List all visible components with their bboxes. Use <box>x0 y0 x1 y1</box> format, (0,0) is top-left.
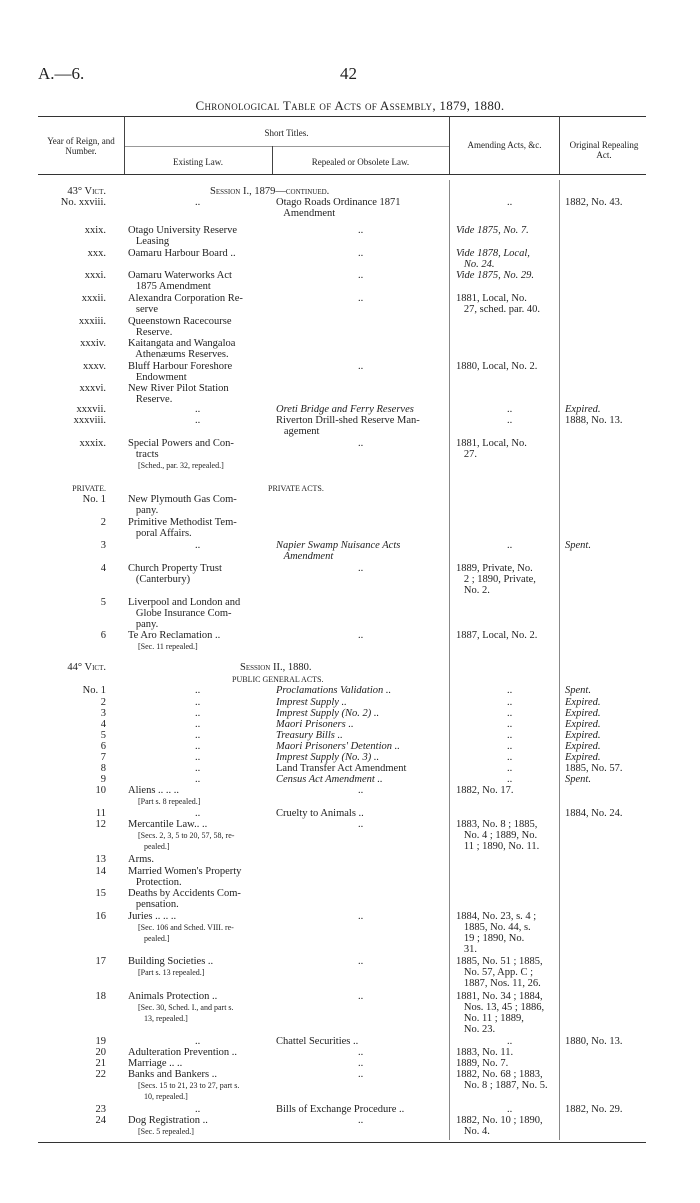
existing-law: Arms. <box>128 854 154 865</box>
reign-number: xxxv. <box>83 361 106 372</box>
reign-number: 13 <box>95 854 106 865</box>
repealed-law: .. <box>358 1058 364 1069</box>
amending-acts: .. <box>507 685 513 696</box>
private-acts-heading: PRIVATE ACTS. <box>268 484 324 493</box>
original-repealing-act: 1880, No. 13. <box>565 1036 623 1047</box>
reign-number: 10 <box>95 785 106 796</box>
repealed-law: .. <box>358 248 364 259</box>
amending-acts: .. <box>507 415 513 426</box>
repealed-law: Proclamations Validation .. <box>276 685 392 696</box>
amending-acts: Vide 1878, Local, No. 24. <box>456 248 530 270</box>
repealed-law: Oreti Bridge and Ferry Reserves <box>276 404 414 415</box>
original-repealing-act: Expired. <box>565 730 601 741</box>
session-2-heading: Session II., 1880. <box>240 662 312 673</box>
repeal-note: [Sec. 5 repealed.] <box>138 1127 194 1136</box>
existing-law: Liverpool and London and Globe Insurance Com- pany. <box>128 597 241 630</box>
original-repealing-act: Spent. <box>565 540 591 551</box>
repealed-law: .. <box>358 225 364 236</box>
original-repealing-act: 1885, No. 57. <box>565 763 623 774</box>
reign-number: 5 <box>100 597 106 608</box>
reign-number: 4 <box>100 719 106 730</box>
existing-law: Married Women's Property Protection. <box>128 866 242 888</box>
public-acts-heading: PUBLIC GENERAL ACTS. <box>232 675 324 684</box>
existing-law: .. <box>195 719 201 730</box>
repealed-law: Imprest Supply (No. 2) .. <box>276 708 380 719</box>
original-repealing-act: 1888, No. 13. <box>565 415 623 426</box>
reign-number: 23 <box>95 1104 106 1115</box>
existing-law: Aliens .. .. .. <box>128 785 180 796</box>
reign-number: No. 1 <box>82 685 106 696</box>
amending-acts: 1887, Local, No. 2. <box>456 630 538 641</box>
existing-law: Building Societies .. <box>128 956 214 967</box>
existing-law: Banks and Bankers .. <box>128 1069 217 1080</box>
reign-number: 22 <box>95 1069 106 1080</box>
amending-acts: .. <box>507 1036 513 1047</box>
repeal-note: [Sec. 11 repealed.] <box>138 642 198 651</box>
existing-law: .. <box>195 708 201 719</box>
amending-acts: .. <box>507 197 513 208</box>
amending-acts: 1884, No. 23, s. 4 ; 1885, No. 44, s. 19 ; 1890, No. 31. <box>456 911 537 955</box>
existing-law: Special Powers and Con- tracts <box>128 438 234 460</box>
existing-law: Bluff Harbour Foreshore Endowment <box>128 361 233 383</box>
amending-acts: 1885, No. 51 ; 1885, No. 57, App. C ; 1887, Nos. 11, 26. <box>456 956 543 989</box>
repealed-law: Napier Swamp Nuisance Acts Amendment <box>276 540 401 562</box>
col-header-existing: Existing Law. <box>173 157 223 167</box>
reign-number: 3 <box>100 540 106 551</box>
existing-law: Alexandra Corporation Re- serve <box>128 293 243 315</box>
repeal-note: [Part s. 8 repealed.] <box>138 797 201 806</box>
reign-number: xxxviii. <box>73 415 106 426</box>
reign-number: 2 <box>100 697 106 708</box>
repealed-law: .. <box>358 991 364 1002</box>
session-1-heading: Session I., 1879—continued. <box>210 186 330 197</box>
amending-acts: .. <box>507 752 513 763</box>
repealed-law: Bills of Exchange Procedure .. <box>276 1104 405 1115</box>
original-repealing-act: Spent. <box>565 774 591 785</box>
reign-number: 15 <box>95 888 106 899</box>
reign-number: 14 <box>95 866 106 877</box>
amending-acts: .. <box>507 697 513 708</box>
reign-number: xxx. <box>87 248 106 259</box>
reign-number: 17 <box>95 956 106 967</box>
page-title: Chronological Table of Acts of Assembly, 1879, 1880. <box>195 98 505 113</box>
existing-law: Oamaru Harbour Board .. <box>128 248 236 259</box>
existing-law: .. <box>195 752 201 763</box>
existing-law: .. <box>195 197 201 208</box>
repeal-note: [Sched., par. 32, repealed.] <box>138 461 224 470</box>
existing-law: Oamaru Waterworks Act 1875 Amendment <box>128 270 232 292</box>
amending-acts: 1881, Local, No. 27, sched. par. 40. <box>456 293 540 315</box>
amending-acts: 1882, No. 10 ; 1890, No. 4. <box>456 1115 543 1137</box>
private-label: PRIVATE. <box>72 484 106 493</box>
repeal-note: [Sec. 106 and Sched. VIII. re- pealed.] <box>138 923 234 943</box>
reign-number: 16 <box>95 911 106 922</box>
repealed-law: .. <box>358 785 364 796</box>
repealed-law: .. <box>358 1047 364 1058</box>
amending-acts: .. <box>507 763 513 774</box>
reign-number: 5 <box>100 730 106 741</box>
table-bottom-rule <box>38 1142 646 1143</box>
existing-law: Kaitangata and Wangaloa Athenæums Reserves. <box>128 338 236 360</box>
amending-acts: 1882, No. 68 ; 1883, No. 8 ; 1887, No. 5. <box>456 1069 548 1091</box>
col-divider <box>559 180 560 1140</box>
amending-acts: 1881, Local, No. 27. <box>456 438 527 460</box>
repeal-note: [Secs. 2, 3, 5 to 20, 57, 58, re- pealed.] <box>138 831 235 851</box>
repealed-law: Otago Roads Ordinance 1871 Amendment <box>276 197 401 219</box>
original-repealing-act: Expired. <box>565 697 601 708</box>
reign-number: 4 <box>100 563 106 574</box>
repealed-law: .. <box>358 1115 364 1126</box>
amending-acts: 1880, Local, No. 2. <box>456 361 538 372</box>
amending-acts: .. <box>507 719 513 730</box>
col-divider <box>449 180 450 1140</box>
existing-law: Otago University Reserve Leasing <box>128 225 238 247</box>
repealed-law: .. <box>358 819 364 830</box>
existing-law: .. <box>195 730 201 741</box>
reign-number: 7 <box>100 752 106 763</box>
repealed-law: Imprest Supply (No. 3) .. <box>276 752 380 763</box>
amending-acts: 1889, Private, No. 2 ; 1890, Private, No. 2. <box>456 563 536 596</box>
repealed-law: Chattel Securities .. <box>276 1036 359 1047</box>
existing-law: .. <box>195 697 201 708</box>
amending-acts: 1882, No. 17. <box>456 785 514 796</box>
session-1-reign: 43° Vict. <box>67 186 106 197</box>
repealed-law: .. <box>358 911 364 922</box>
existing-law: Queenstown Racecourse Reserve. <box>128 316 232 338</box>
repealed-law: .. <box>358 293 364 304</box>
repealed-law: Maori Prisoners' Detention .. <box>276 741 400 752</box>
amending-acts: .. <box>507 404 513 415</box>
original-repealing-act: Expired. <box>565 752 601 763</box>
original-repealing-act: Expired. <box>565 404 601 415</box>
existing-law: .. <box>195 404 201 415</box>
existing-law: .. <box>195 415 201 426</box>
reign-number: 2 <box>100 517 106 528</box>
existing-law: New Plymouth Gas Com- pany. <box>128 494 237 516</box>
session-2-reign: 44° Vict. <box>67 662 106 673</box>
col-header-repealed: Repealed or Obsolete Law. <box>311 157 410 167</box>
existing-law: Mercantile Law.. .. <box>128 819 208 830</box>
reign-number: xxix. <box>84 225 106 236</box>
existing-law: Church Property Trust (Canterbury) <box>128 563 222 585</box>
repealed-law: Land Transfer Act Amendment <box>276 763 407 774</box>
reign-number: xxxvi. <box>79 383 106 394</box>
amending-acts: .. <box>507 741 513 752</box>
reign-number: xxxix. <box>79 438 106 449</box>
repealed-law: Riverton Drill-shed Reserve Man- agement <box>276 415 420 437</box>
existing-law: Te Aro Reclamation .. <box>128 630 221 641</box>
original-repealing-act: 1884, No. 24. <box>565 808 623 819</box>
repealed-law: .. <box>358 630 364 641</box>
existing-law: .. <box>195 763 201 774</box>
short-titles-rule <box>124 146 449 147</box>
reign-number: 3 <box>100 708 106 719</box>
repeal-note: [Sec. 30, Sched. I., and part s. 13, repealed.] <box>138 1003 234 1023</box>
amending-acts: 1889, No. 7. <box>456 1058 509 1069</box>
repealed-law: .. <box>358 956 364 967</box>
original-repealing-act: 1882, No. 29. <box>565 1104 623 1115</box>
reign-number: 21 <box>95 1058 106 1069</box>
original-repealing-act: Spent. <box>565 685 591 696</box>
repealed-law: .. <box>358 361 364 372</box>
amending-acts: Vide 1875, No. 7. <box>456 225 529 236</box>
repeal-note: [Part s. 13 repealed.] <box>138 968 205 977</box>
repeal-note: [Secs. 15 to 21, 23 to 27, part s. 10, repealed.] <box>138 1081 240 1101</box>
existing-law: .. <box>195 1036 201 1047</box>
reign-number: xxxi. <box>84 270 106 281</box>
repealed-law: .. <box>358 438 364 449</box>
reign-number: 19 <box>95 1036 106 1047</box>
reign-number: No. xxviii. <box>60 197 106 208</box>
existing-law: .. <box>195 808 201 819</box>
col-header-short-titles: Short Titles. <box>264 128 309 138</box>
repealed-law: .. <box>358 270 364 281</box>
col-divider <box>449 116 450 174</box>
amending-acts: 1883, No. 11. <box>456 1047 514 1058</box>
existing-law: Juries .. .. .. <box>128 911 177 922</box>
amending-acts: 1883, No. 8 ; 1885, No. 4 ; 1889, No. 11 ; 1890, No. 11. <box>456 819 540 852</box>
repealed-law: .. <box>358 1069 364 1080</box>
existing-law: Dog Registration .. <box>128 1115 208 1126</box>
amending-acts: .. <box>507 1104 513 1115</box>
reign-number: 12 <box>95 819 106 830</box>
repealed-law: Imprest Supply .. <box>276 697 347 708</box>
existing-law: .. <box>195 741 201 752</box>
document-reference: A.—6. <box>38 64 85 83</box>
reign-number: xxxii. <box>81 293 106 304</box>
existing-law: .. <box>195 685 201 696</box>
existing-law: New River Pilot Station Reserve. <box>128 383 229 405</box>
repealed-law: Cruelty to Animals .. <box>276 808 364 819</box>
repealed-law: Maori Prisoners .. <box>276 719 354 730</box>
reign-number: 9 <box>100 774 106 785</box>
col-header-year: Year of Reign, and Number. <box>47 136 115 156</box>
original-repealing-act: Expired. <box>565 741 601 752</box>
col-divider <box>559 116 560 174</box>
amending-acts: .. <box>507 774 513 785</box>
original-repealing-act: Expired. <box>565 719 601 730</box>
reign-number: 8 <box>100 763 106 774</box>
reign-number: xxxiii. <box>78 316 106 327</box>
reign-number: 20 <box>95 1047 106 1058</box>
page-number: 42 <box>340 64 357 83</box>
existing-law: Adulteration Prevention .. <box>128 1047 238 1058</box>
reign-number: 11 <box>95 808 106 819</box>
amending-acts: .. <box>507 540 513 551</box>
reign-number: No. 1 <box>82 494 106 505</box>
existing-law: Deaths by Accidents Com- pensation. <box>128 888 241 910</box>
reign-number: 6 <box>100 741 106 752</box>
table-header-rule <box>38 174 646 175</box>
repealed-law: Census Act Amendment .. <box>276 774 383 785</box>
reign-number: 24 <box>95 1115 106 1126</box>
reign-number: xxxvii. <box>76 404 106 415</box>
table-top-rule <box>38 116 646 117</box>
col-header-original: Original Repealing Act. <box>569 140 639 160</box>
existing-law: .. <box>195 1104 201 1115</box>
reign-number: 6 <box>100 630 106 641</box>
existing-law: Marriage .. .. <box>128 1058 183 1069</box>
original-repealing-act: 1882, No. 43. <box>565 197 623 208</box>
repealed-law: .. <box>358 563 364 574</box>
original-repealing-act: Expired. <box>565 708 601 719</box>
repealed-law: Treasury Bills .. <box>276 730 343 741</box>
amending-acts: .. <box>507 708 513 719</box>
existing-law: .. <box>195 540 201 551</box>
existing-law: .. <box>195 774 201 785</box>
col-header-amending: Amending Acts, &c. <box>467 140 542 150</box>
amending-acts: 1881, No. 34 ; 1884, Nos. 13, 45 ; 1886, No. 11 ; 1889, No. 23. <box>456 991 545 1035</box>
existing-law: Animals Protection .. <box>128 991 218 1002</box>
reign-number: xxxiv. <box>80 338 106 349</box>
existing-law: Primitive Methodist Tem- poral Affairs. <box>128 517 237 539</box>
amending-acts: Vide 1875, No. 29. <box>456 270 534 281</box>
amending-acts: .. <box>507 730 513 741</box>
reign-number: 18 <box>95 991 106 1002</box>
